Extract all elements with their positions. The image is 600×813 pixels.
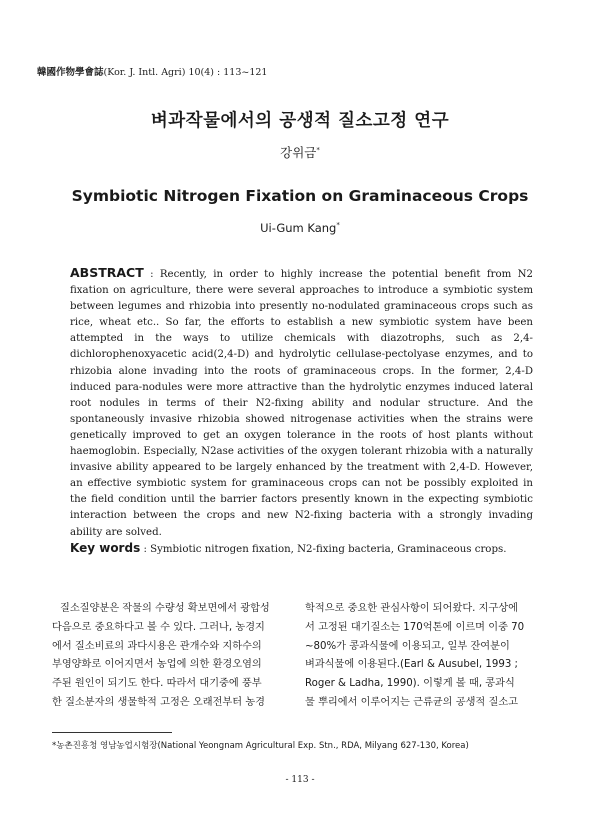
keywords-text: : Symbiotic nitrogen fixation, N2-fixing bacteria, Graminaceous crops. <box>143 544 507 555</box>
body-line: 질소질양분은 작물의 수량성 확보면에서 광합성 <box>60 603 270 614</box>
author-mark-kr: * <box>316 145 320 154</box>
page-number: - 113 - <box>285 775 315 785</box>
body-line: 한 질소분자의 생물학적 고정은 오래전부터 농경 <box>52 696 266 708</box>
footnote-divider <box>52 732 172 733</box>
journal-header <box>37 64 267 78</box>
english-author <box>0 221 600 235</box>
english-author-name: Ui-Gum Kang <box>260 221 337 235</box>
abstract <box>70 265 533 541</box>
author-affiliation-footnote: *농촌진흥청 영남농업시험장(National Yeongnam Agricultural Exp. Stn., RDA, Milyang 627-130, Korea) <box>52 741 469 751</box>
body-line: 서 고정된 대기질소는 170억톤에 이르며 이중 70 <box>305 621 525 633</box>
korean-author <box>0 143 600 161</box>
body-line: 물 뿌리에서 이루어지는 근류균의 공생적 질소고 <box>305 696 519 708</box>
body-line: 학적으로 중요한 관심사항이 되어왔다. 지구상에 <box>305 603 519 614</box>
korean-title: 벼과작물에서의 공생적 질소고정 연구 <box>150 111 450 131</box>
author-mark-en: * <box>336 221 340 230</box>
abstract-label: ABSTRACT <box>70 265 144 280</box>
body-line: 부영양화로 이어지면서 농업에 의한 환경오염의 <box>52 659 262 671</box>
body-column-right <box>305 600 542 713</box>
english-title: Symbiotic Nitrogen Fixation on Graminaceous Crops <box>71 187 529 205</box>
keywords-label: Key words <box>70 541 141 555</box>
journal-name-kr: 韓國作物學會誌 <box>37 67 104 78</box>
abstract-text: : Recently, in order to highly increase the potential benefit from N2 fixation on agriculture, there were several approaches to introduce a symbiotic system between legumes and rhizobia into presently no-nodulated graminaceous crops such as rice, wheat etc.. So far, the efforts to establish a new symbiotic system have been attempted in the ways to utilize chemicals with diazotrophs, such as 2,4-dichlorophenoxyacetic acid(2,4-D) and hydrolytic cellulase-pectolyase enzymes, and to rhizobia alone invading into the roots of graminaceous crops. In the former, 2,4-D induced para-nodules were more attractive than the hydrolytic enzymes induced lateral root nodules in terms of their N2-fixing ability and nodular structure. And the spontaneously invasive rhizobia showed nitrogenase activities when the strains were genetically improved to get an oxygen tolerance in the roots of host plants without haemoglobin. Especially, N2ase activities of the oxygen tolerant rhizobia with a naturally invasive ability appeared to be largely enhanced by the treatment with 2,4-D. However, an effective symbiotic system for graminaceous crops can not be possibly exploited in the field condition until the barrier factors presently known in the expecting symbiotic interaction between the crops and new N2-fixing bacteria with a strongly invading ability are solved. <box>70 269 533 538</box>
body-line: ~80%가 콩과식물에 이용되고, 일부 잔여분이 <box>305 640 510 652</box>
body-line: Roger & Ladha, 1990). 이렇게 볼 때, 콩과식 <box>305 678 515 690</box>
body-column-left <box>52 600 288 713</box>
body-line: 다음으로 중요하다고 볼 수 있다. 그러나, 농경지 <box>52 621 265 633</box>
body-line: 벼과식물에 이용된다.(Earl & Ausubel, 1993 ; <box>305 659 518 671</box>
body-line: 주된 원인이 되기도 한다. 따라서 대기중에 풍부 <box>52 678 262 690</box>
journal-citation: (Kor. J. Intl. Agri) 10(4) : 113~121 <box>103 67 268 78</box>
body-line: 에서 질소비료의 과다시용은 관개수와 지하수의 <box>52 640 262 652</box>
korean-author-name: 강위금 <box>280 145 317 160</box>
keywords <box>70 541 540 555</box>
